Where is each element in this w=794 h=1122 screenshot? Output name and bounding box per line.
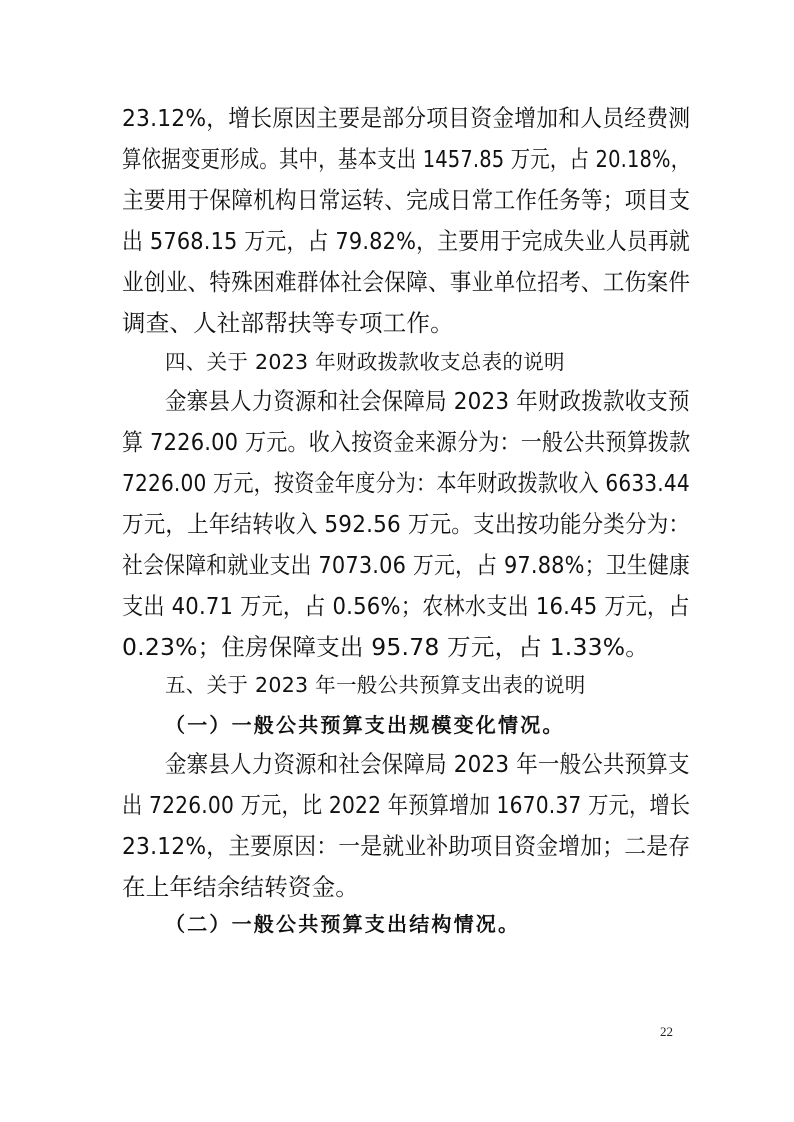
section-heading-4: 四、关于 2023 年财政拨款收支总表的说明: [165, 350, 565, 374]
paragraph-line: 支出 40.71 万元，占 0.56%；农林水支出 16.45 万元，占: [122, 592, 690, 620]
page-number: 22: [660, 1024, 673, 1039]
paragraph-line: 金寨县人力资源和社会保障局 2023 年一般公共预算支: [165, 750, 690, 778]
subsection-heading-1: （一）一般公共预算支出规模变化情况。: [165, 713, 565, 737]
paragraph-line: 23.12%，主要原因：一是就业补助项目资金增加；二是存: [122, 832, 691, 860]
paragraph-line: 出 7226.00 万元，比 2022 年预算增加 1670.37 万元，增长: [122, 791, 691, 819]
paragraph-line: 主要用于保障机构日常运转、完成日常工作任务等；项目支: [122, 186, 691, 214]
paragraph-line: 金寨县人力资源和社会保障局 2023 年财政拨款收支预: [165, 387, 690, 415]
paragraph-line: 0.23%；住房保障支出 95.78 万元，占 1.33%。: [122, 633, 649, 661]
paragraph-line: 社会保障和就业支出 7073.06 万元，占 97.88%；卫生健康: [122, 551, 691, 579]
paragraph-line: 在上年结余结转资金。: [122, 873, 359, 901]
subsection-heading-2: （二）一般公共预算支出结构情况。: [165, 912, 521, 936]
paragraph-line: 7226.00 万元，按资金年度分为：本年财政拨款收入 6633.44: [122, 469, 690, 497]
paragraph-line: 23.12%，增长原因主要是部分项目资金增加和人员经费测: [122, 104, 691, 132]
section-heading-5: 五、关于 2023 年一般公共预算支出表的说明: [165, 673, 586, 697]
paragraph-line: 算 7226.00 万元。收入按资金来源分为：一般公共预算拨款: [122, 428, 691, 456]
paragraph-line: 万元，上年结转收入 592.56 万元。支出按功能分类分为：: [122, 510, 691, 538]
paragraph-line: 出 5768.15 万元，占 79.82%，主要用于完成失业人员再就: [122, 227, 691, 255]
paragraph-line: 业创业、特殊困难群体社会保障、事业单位招考、工伤案件: [122, 268, 691, 296]
paragraph-line: 调查、人社部帮扶等专项工作。: [122, 309, 454, 337]
paragraph-line: 算依据变更形成。其中，基本支出 1457.85 万元，占 20.18%，: [122, 145, 691, 173]
